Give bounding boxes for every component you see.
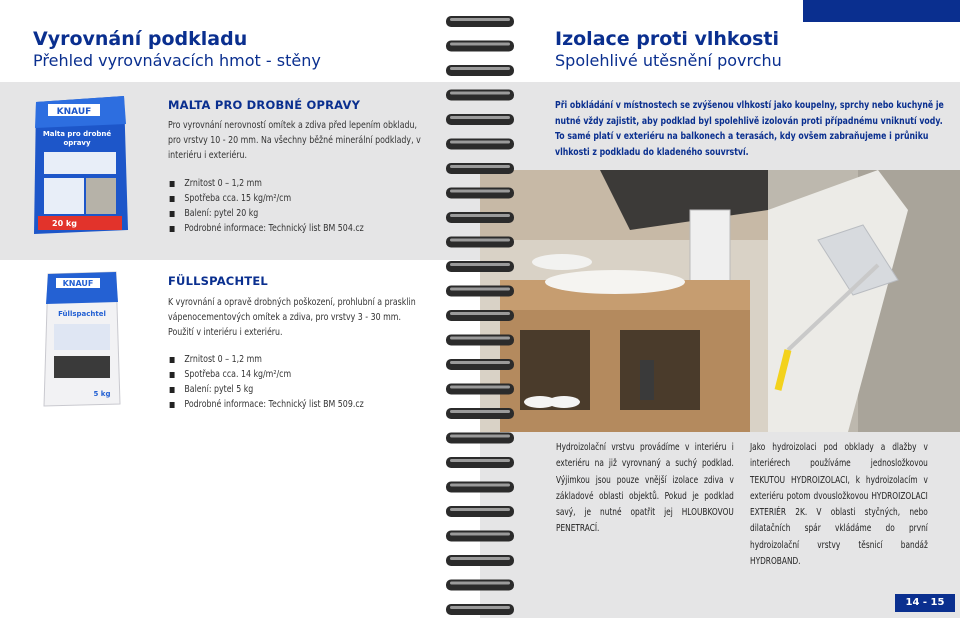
- spiral-ring: [446, 237, 514, 248]
- spiral-ring: [446, 604, 514, 615]
- fullspachtel-bag-brand: KNAUF: [62, 279, 94, 288]
- spec-item: Spotřeba cca. 14 kg/m²/cm: [168, 367, 364, 382]
- spiral-ring-highlight: [450, 361, 510, 364]
- spiral-ring: [446, 384, 514, 395]
- page-subtitle: Přehled vyrovnávacích hmot - stěny: [33, 51, 321, 70]
- spiral-ring: [446, 261, 514, 272]
- left-page: [0, 0, 480, 618]
- spiral-ring: [446, 286, 514, 297]
- spiral-ring: [446, 65, 514, 76]
- spiral-ring-highlight: [450, 459, 510, 462]
- spiral-ring-highlight: [450, 582, 510, 585]
- spiral-ring-highlight: [450, 116, 510, 119]
- page-number-badge: 14 - 15: [895, 594, 955, 612]
- spiral-ring-highlight: [450, 557, 510, 560]
- spec-item: Spotřeba cca. 15 kg/m²/cm: [168, 191, 364, 206]
- product-2-name: FÜLLSPACHTEL: [168, 274, 268, 288]
- product-2-specs: [168, 352, 364, 412]
- spiral-ring-highlight: [450, 239, 510, 242]
- spiral-ring: [446, 359, 514, 370]
- product-1-specs: [168, 176, 364, 236]
- spiral-ring-highlight: [450, 141, 510, 144]
- left-title-block: [33, 28, 321, 72]
- spiral-ring: [446, 212, 514, 223]
- spiral-ring: [446, 482, 514, 493]
- spiral-ring-highlight: [450, 484, 510, 487]
- spec-item: Podrobné informace: Technický list BM 504.cz: [168, 221, 364, 236]
- spiral-ring: [446, 580, 514, 591]
- spiral-ring-highlight: [450, 533, 510, 536]
- spiral-ring: [446, 506, 514, 517]
- spiral-ring: [446, 433, 514, 444]
- spiral-ring: [446, 114, 514, 125]
- malta-bag-weight: 20 kg: [52, 219, 77, 228]
- spiral-ring-highlight: [450, 67, 510, 70]
- page-subtitle: Spolehlivé utěsnění povrchu: [555, 51, 782, 70]
- roller-photo: [768, 170, 960, 432]
- spiral-ring: [446, 531, 514, 542]
- fullspachtel-bag-weight: 5 kg: [93, 390, 111, 398]
- spec-item: Podrobné informace: Technický list BM 509.cz: [168, 397, 364, 412]
- spiral-ring: [446, 41, 514, 52]
- spiral-ring-highlight: [450, 410, 510, 413]
- spiral-ring-highlight: [450, 165, 510, 168]
- text-column-1: Hydroizolační vrstvu provádíme v interiéru i exteriéru na již vyrovnaný a suchý podklad. Výjimkou jsou pouze vnější izolace zdiva v základové oblasti objektů. Pokud je podklad savý, je nutné opatřit jej HLOUBKOVOU PENETRACÍ.: [556, 442, 734, 535]
- corner-accent: [803, 0, 960, 22]
- spec-item: Balení: pytel 20 kg: [168, 206, 364, 221]
- spiral-ring: [446, 457, 514, 468]
- malta-bag-image: [30, 94, 130, 236]
- spiral-ring: [446, 408, 514, 419]
- spiral-ring-highlight: [450, 606, 510, 609]
- spiral-rings: [444, 0, 516, 618]
- spiral-ring-highlight: [450, 337, 510, 340]
- fullspachtel-bag-label: Füllspachtel: [58, 310, 106, 318]
- spec-item: Zrnitost 0 – 1,2 mm: [168, 176, 364, 191]
- text-column-2: Jako hydroizolaci pod obklady a dlažby v interiérech používáme jednosložkovou TEKUTOU HYDROIZOLACI, k hydroizolacím v exteriéru potom dvousložkovou HYDROIZOLACI EXTERIÉR 2K. V oblasti styčných, nebo dilatačních spár vkládáme do první hydroizolační vrstvy těsnicí bandáž HYDROBAND.: [750, 442, 928, 568]
- spiral-ring: [446, 335, 514, 346]
- spiral-ring-highlight: [450, 386, 510, 389]
- spiral-ring: [446, 555, 514, 566]
- spec-item: Zrnitost 0 – 1,2 mm: [168, 352, 364, 367]
- spiral-ring-highlight: [450, 263, 510, 266]
- spiral-ring: [446, 188, 514, 199]
- malta-bag-brand: KNAUF: [56, 107, 92, 117]
- spiral-ring: [446, 139, 514, 150]
- spiral-ring-highlight: [450, 508, 510, 511]
- spec-item: Balení: pytel 5 kg: [168, 382, 364, 397]
- svg-text:Malta pro drobné: Malta pro drobné: [42, 130, 112, 138]
- page-title: Izolace proti vlhkosti: [555, 28, 780, 50]
- spiral-ring: [446, 310, 514, 321]
- fullspachtel-bag-image: [42, 270, 122, 408]
- svg-text:opravy: opravy: [63, 139, 91, 147]
- spiral-ring-highlight: [450, 190, 510, 193]
- spiral-ring: [446, 90, 514, 101]
- product-1-name: MALTA PRO DROBNÉ OPRAVY: [168, 98, 361, 112]
- spiral-ring: [446, 16, 514, 27]
- spiral-ring-highlight: [450, 92, 510, 95]
- right-title-block: [555, 28, 782, 72]
- product-2-description: K vyrovnání a opravě drobných poškození, prohlubní a prasklin vápenocementových omítek a zdiva, pro vrstvy 3 - 30 mm. Použití v interiéru i exteriéru.: [168, 297, 416, 338]
- bathroom-photo: [480, 170, 768, 432]
- spiral-ring-highlight: [450, 288, 510, 291]
- spiral-ring-highlight: [450, 18, 510, 21]
- spiral-binding: [444, 0, 516, 618]
- spiral-ring-highlight: [450, 312, 510, 315]
- product-1-description: Pro vyrovnání nerovností omítek a zdiva před lepením obkladu, pro vrstvy 10 - 20 mm. Na všechny běžné minerální podklady, v interiéru i exteriéru.: [168, 120, 421, 161]
- spiral-ring-highlight: [450, 43, 510, 46]
- page-title: Vyrovnání podkladu: [33, 28, 248, 50]
- spiral-ring-highlight: [450, 435, 510, 438]
- spiral-ring: [446, 163, 514, 174]
- intro-text: Při obkládání v místnostech se zvýšenou vlhkostí jako koupelny, sprchy nebo kuchyně je nutné vždy zajistit, aby podklad byl spolehlivě izolován proti případnému vniknutí vody. To samé platí v exteriéru na balkonech a terasách, kdy ovšem zabraňujeme i průniku vlhkosti z podkladu do kladeného souvrství.: [555, 100, 944, 158]
- spiral-ring-highlight: [450, 214, 510, 217]
